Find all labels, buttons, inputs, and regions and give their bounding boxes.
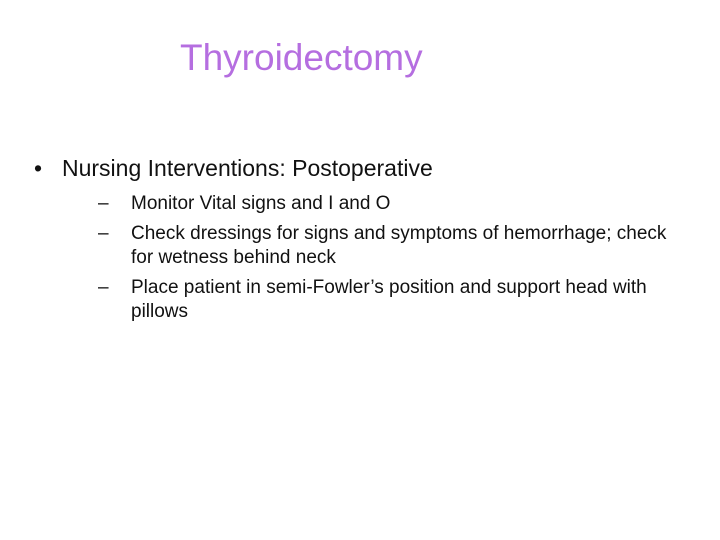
subbullet-marker: – <box>98 193 109 214</box>
subbullet-position-patient <box>98 276 684 324</box>
subbullet-check-dressings <box>98 222 684 270</box>
bullet-text: Nursing Interventions: Postoperative <box>62 155 433 181</box>
subbullet-marker: – <box>98 277 109 298</box>
subbullet-text: Check dressings for signs and symptoms of hemorrhage; check for wetness behind neck <box>131 223 667 268</box>
bullet-marker: • <box>34 155 43 181</box>
subbullet-list <box>34 192 684 324</box>
subbullet-marker: – <box>98 223 109 244</box>
subbullet-monitor-vitals <box>98 192 684 216</box>
bullet-nursing-interventions <box>34 152 684 184</box>
slide-title: Thyroidectomy <box>180 37 423 78</box>
slide-content <box>34 152 684 330</box>
subbullet-text: Monitor Vital signs and I and O <box>131 193 391 214</box>
subbullet-text: Place patient in semi-Fowler’s position and support head with pillows <box>131 277 647 322</box>
